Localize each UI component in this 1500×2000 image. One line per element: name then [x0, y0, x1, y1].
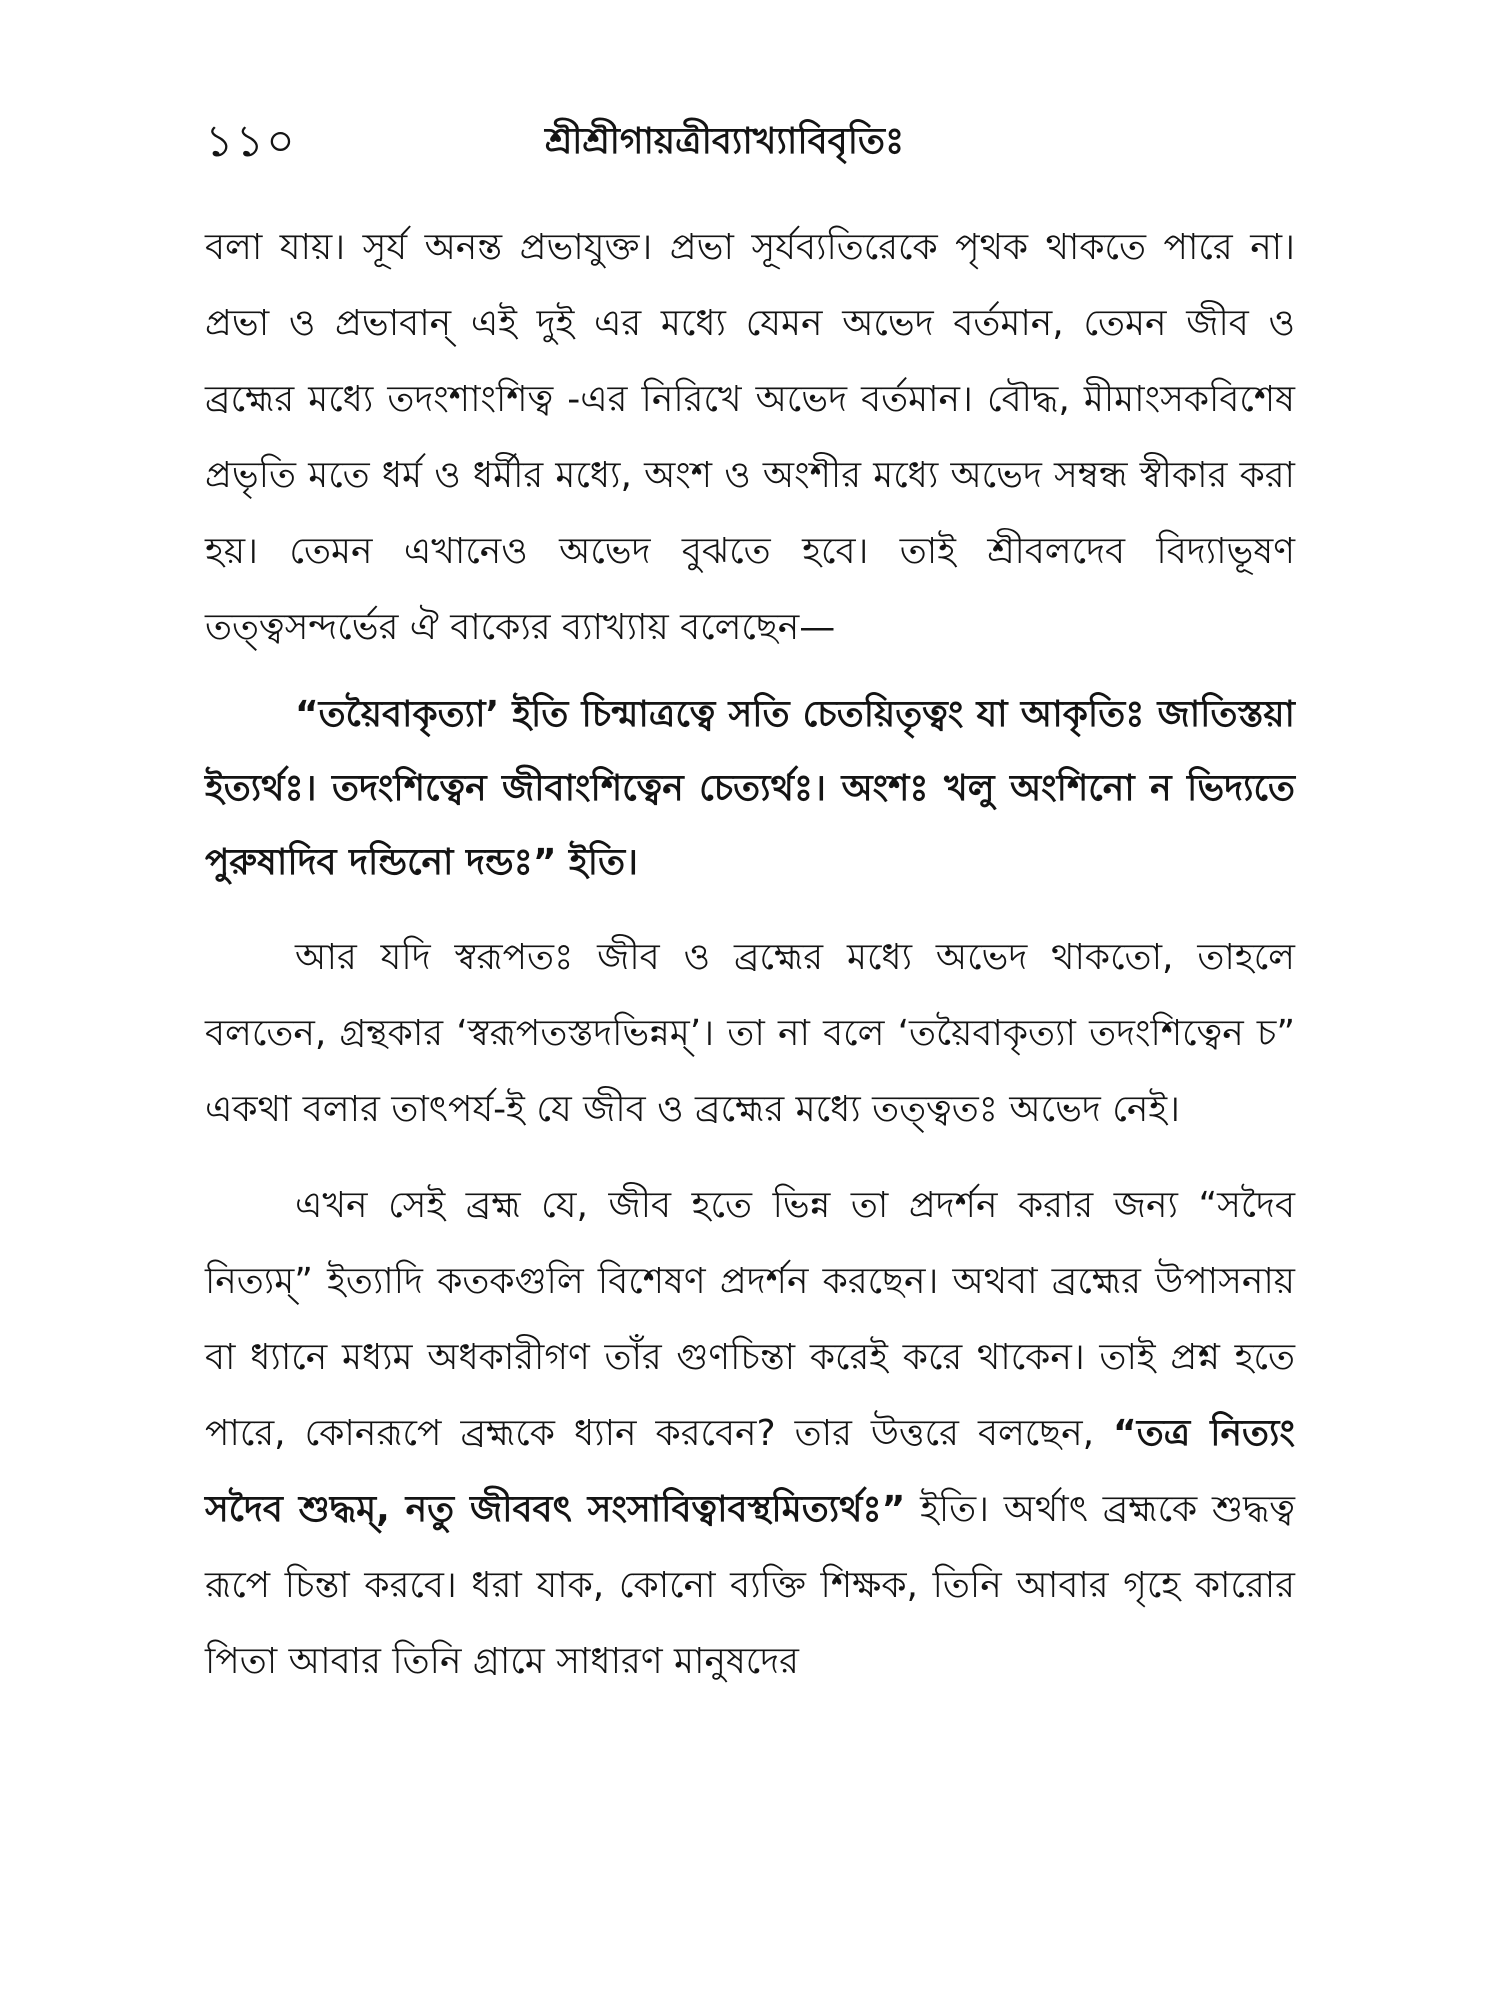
paragraph-4-bold-quote: “তত্র নিত্যং সদৈব শুদ্ধম্, নতু জীববৎ সংসাবিত্বাবস্থমিত্যর্থঃ”: [205, 1413, 1295, 1530]
body-text: [205, 210, 1295, 1700]
running-title: শ্রীশ্রীগায়ত্রীব্যাখ্যাবিবৃতিঃ: [545, 121, 905, 162]
page-number: ১১০: [205, 116, 297, 167]
paragraph-4: [205, 1168, 1295, 1700]
paragraph-4-part-b: ইতি। অর্থাৎ ব্রহ্মকে শুদ্ধত্ব রূপে চিন্তা করবে। ধরা যাক, কোনো ব্যক্তি শিক্ষক, তিনি আবার গৃহে কারোর পিতা আবার তিনি গ্রামে সাধারণ মানুষদের: [205, 1489, 1296, 1682]
sanskrit-quote: “তয়ৈবাকৃত্যা’ ইতি চিন্মাত্রত্বে সতি চেতয়িতৃত্বং যা আকৃতিঃ জাতিস্তয়া ইত্যর্থঃ। তদংশিত্বেন জীবাংশিত্বেন চেত্যর্থঃ। অংশঃ খলু অংশিনো ন ভিদ্যতে পুরুষাদিব দন্ডিনো দন্ডঃ” ইতি।: [205, 694, 1295, 883]
running-head: [205, 108, 1295, 178]
paragraph-4-part-a: এখন সেই ব্রহ্ম যে, জীব হতে ভিন্ন তা প্রদর্শন করার জন্য “সদৈব নিত্যম্” ইত্যাদি কতকগুলি বিশেষণ প্রদর্শন করছেন। অথবা ব্রহ্মের উপাসনায় বা ধ্যানে মধ্যম অধকারীগণ তাঁর গুণচিন্তা করেই করে থাকেন। তাই প্রশ্ন হতে পারে, কোনরূপে ব্রহ্মকে ধ্যান করবেন? তার উত্তরে বলছেন,: [205, 1185, 1295, 1454]
paragraph-3: আর যদি স্বরূপতঃ জীব ও ব্রহ্মের মধ্যে অভেদ থাকতো, তাহলে বলতেন, গ্রন্থকার ‘স্বরূপতস্তদভিন্নম্’। তা না বলে ‘তয়ৈবাকৃত্যা তদংশিত্বেন চ” একথা বলার তাৎপর্য-ই যে জীব ও ব্রহ্মের মধ্যে তত্ত্বতঃ অভেদ নেই।: [205, 937, 1295, 1130]
paragraph-1: বলা যায়। সূর্য অনন্ত প্রভাযুক্ত। প্রভা সূর্যব্যতিরেকে পৃথক থাকতে পারে না। প্রভা ও প্রভাবান্ এই দুই এর মধ্যে যেমন অভেদ বর্তমান, তেমন জীব ও ব্রহ্মের মধ্যে তদংশাংশিত্ব -এর নিরিখে অভেদ বর্তমান। বৌদ্ধ, মীমাংসকবিশেষ প্রভৃতি মতে ধর্ম ও ধর্মীর মধ্যে, অংশ ও অংশীর মধ্যে অভেদ সম্বন্ধ স্বীকার করা হয়। তেমন এখানেও অভেদ বুঝতে হবে। তাই শ্রীবলদেব বিদ্যাভূষণ তত্ত্বসন্দর্ভের ঐ বাক্যের ব্যাখ্যায় বলেছেন—: [205, 227, 1295, 648]
